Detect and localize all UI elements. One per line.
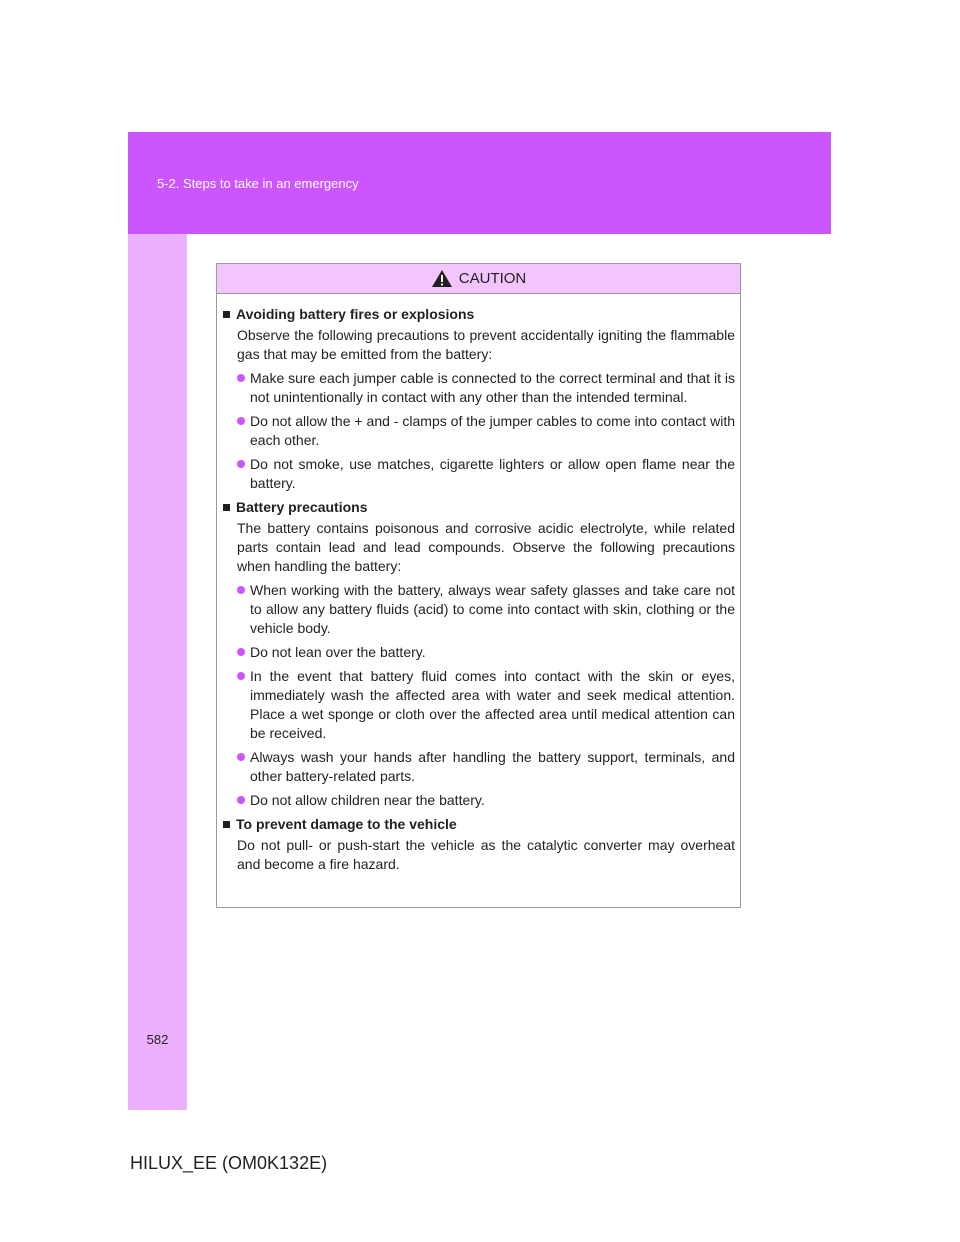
list-item [223, 455, 735, 493]
caution-box [216, 263, 741, 908]
circle-bullet-icon [237, 374, 245, 382]
list-item [223, 748, 735, 786]
square-bullet-icon [223, 311, 230, 318]
list-item [223, 581, 735, 638]
list-item-text: Do not allow children near the battery. [250, 792, 485, 808]
section-heading-text: Avoiding battery fires or explosions [236, 306, 475, 322]
warning-icon [431, 269, 453, 288]
list-item-text: Always wash your hands after handling the battery support, terminals, and other battery-related parts. [250, 749, 735, 784]
caution-body [217, 294, 740, 874]
section-intro: Observe the following precautions to prevent accidentally igniting the flammable gas that may be emitted from the battery: [237, 327, 735, 362]
caution-title: CAUTION [458, 270, 527, 287]
section-intro: The battery contains poisonous and corrosive acidic electrolyte, while related parts contain lead and lead compounds. Observe the following precautions when handling the battery: [237, 520, 735, 574]
square-bullet-icon [223, 821, 230, 828]
list-item [223, 643, 735, 662]
list-item-text: Do not allow the + and - clamps of the jumper cables to come into contact with each other. [250, 413, 735, 448]
section-heading [223, 498, 735, 517]
circle-bullet-icon [237, 753, 245, 761]
section-heading [223, 815, 735, 834]
circle-bullet-icon [237, 417, 245, 425]
section-heading [223, 305, 735, 324]
list-item [223, 791, 735, 810]
circle-bullet-icon [237, 586, 245, 594]
section-title: 5-2. Steps to take in an emergency [157, 176, 359, 191]
section-heading-text: Battery precautions [236, 499, 368, 515]
caution-header [217, 264, 740, 294]
section-heading-text: To prevent damage to the vehicle [236, 816, 457, 832]
list-item [223, 369, 735, 407]
page-number: 582 [146, 1032, 169, 1047]
circle-bullet-icon [237, 648, 245, 656]
footer-code: HILUX_EE (OM0K132E) [130, 1153, 328, 1173]
side-strip [128, 234, 187, 1110]
section-intro: Do not pull- or push-start the vehicle as the catalytic converter may overheat and become a fire hazard. [237, 837, 735, 872]
square-bullet-icon [223, 504, 230, 511]
list-item-text: Make sure each jumper cable is connected to the correct terminal and that it is not unintentionally in contact with any other than the intended terminal. [250, 370, 735, 405]
list-item-text: In the event that battery fluid comes into contact with the skin or eyes, immediately wash the affected area with water and seek medical attention. Place a wet sponge or cloth over the affected area until medical attention can be received. [250, 668, 735, 741]
circle-bullet-icon [237, 460, 245, 468]
circle-bullet-icon [237, 796, 245, 804]
list-item-text: Do not smoke, use matches, cigarette lighters or allow open flame near the battery. [250, 456, 735, 491]
list-item [223, 667, 735, 743]
list-item [223, 412, 735, 450]
circle-bullet-icon [237, 672, 245, 680]
list-item-text: Do not lean over the battery. [250, 644, 426, 660]
list-item-text: When working with the battery, always wear safety glasses and take care not to allow any battery fluids (acid) to come into contact with skin, clothing or the vehicle body. [250, 582, 735, 636]
